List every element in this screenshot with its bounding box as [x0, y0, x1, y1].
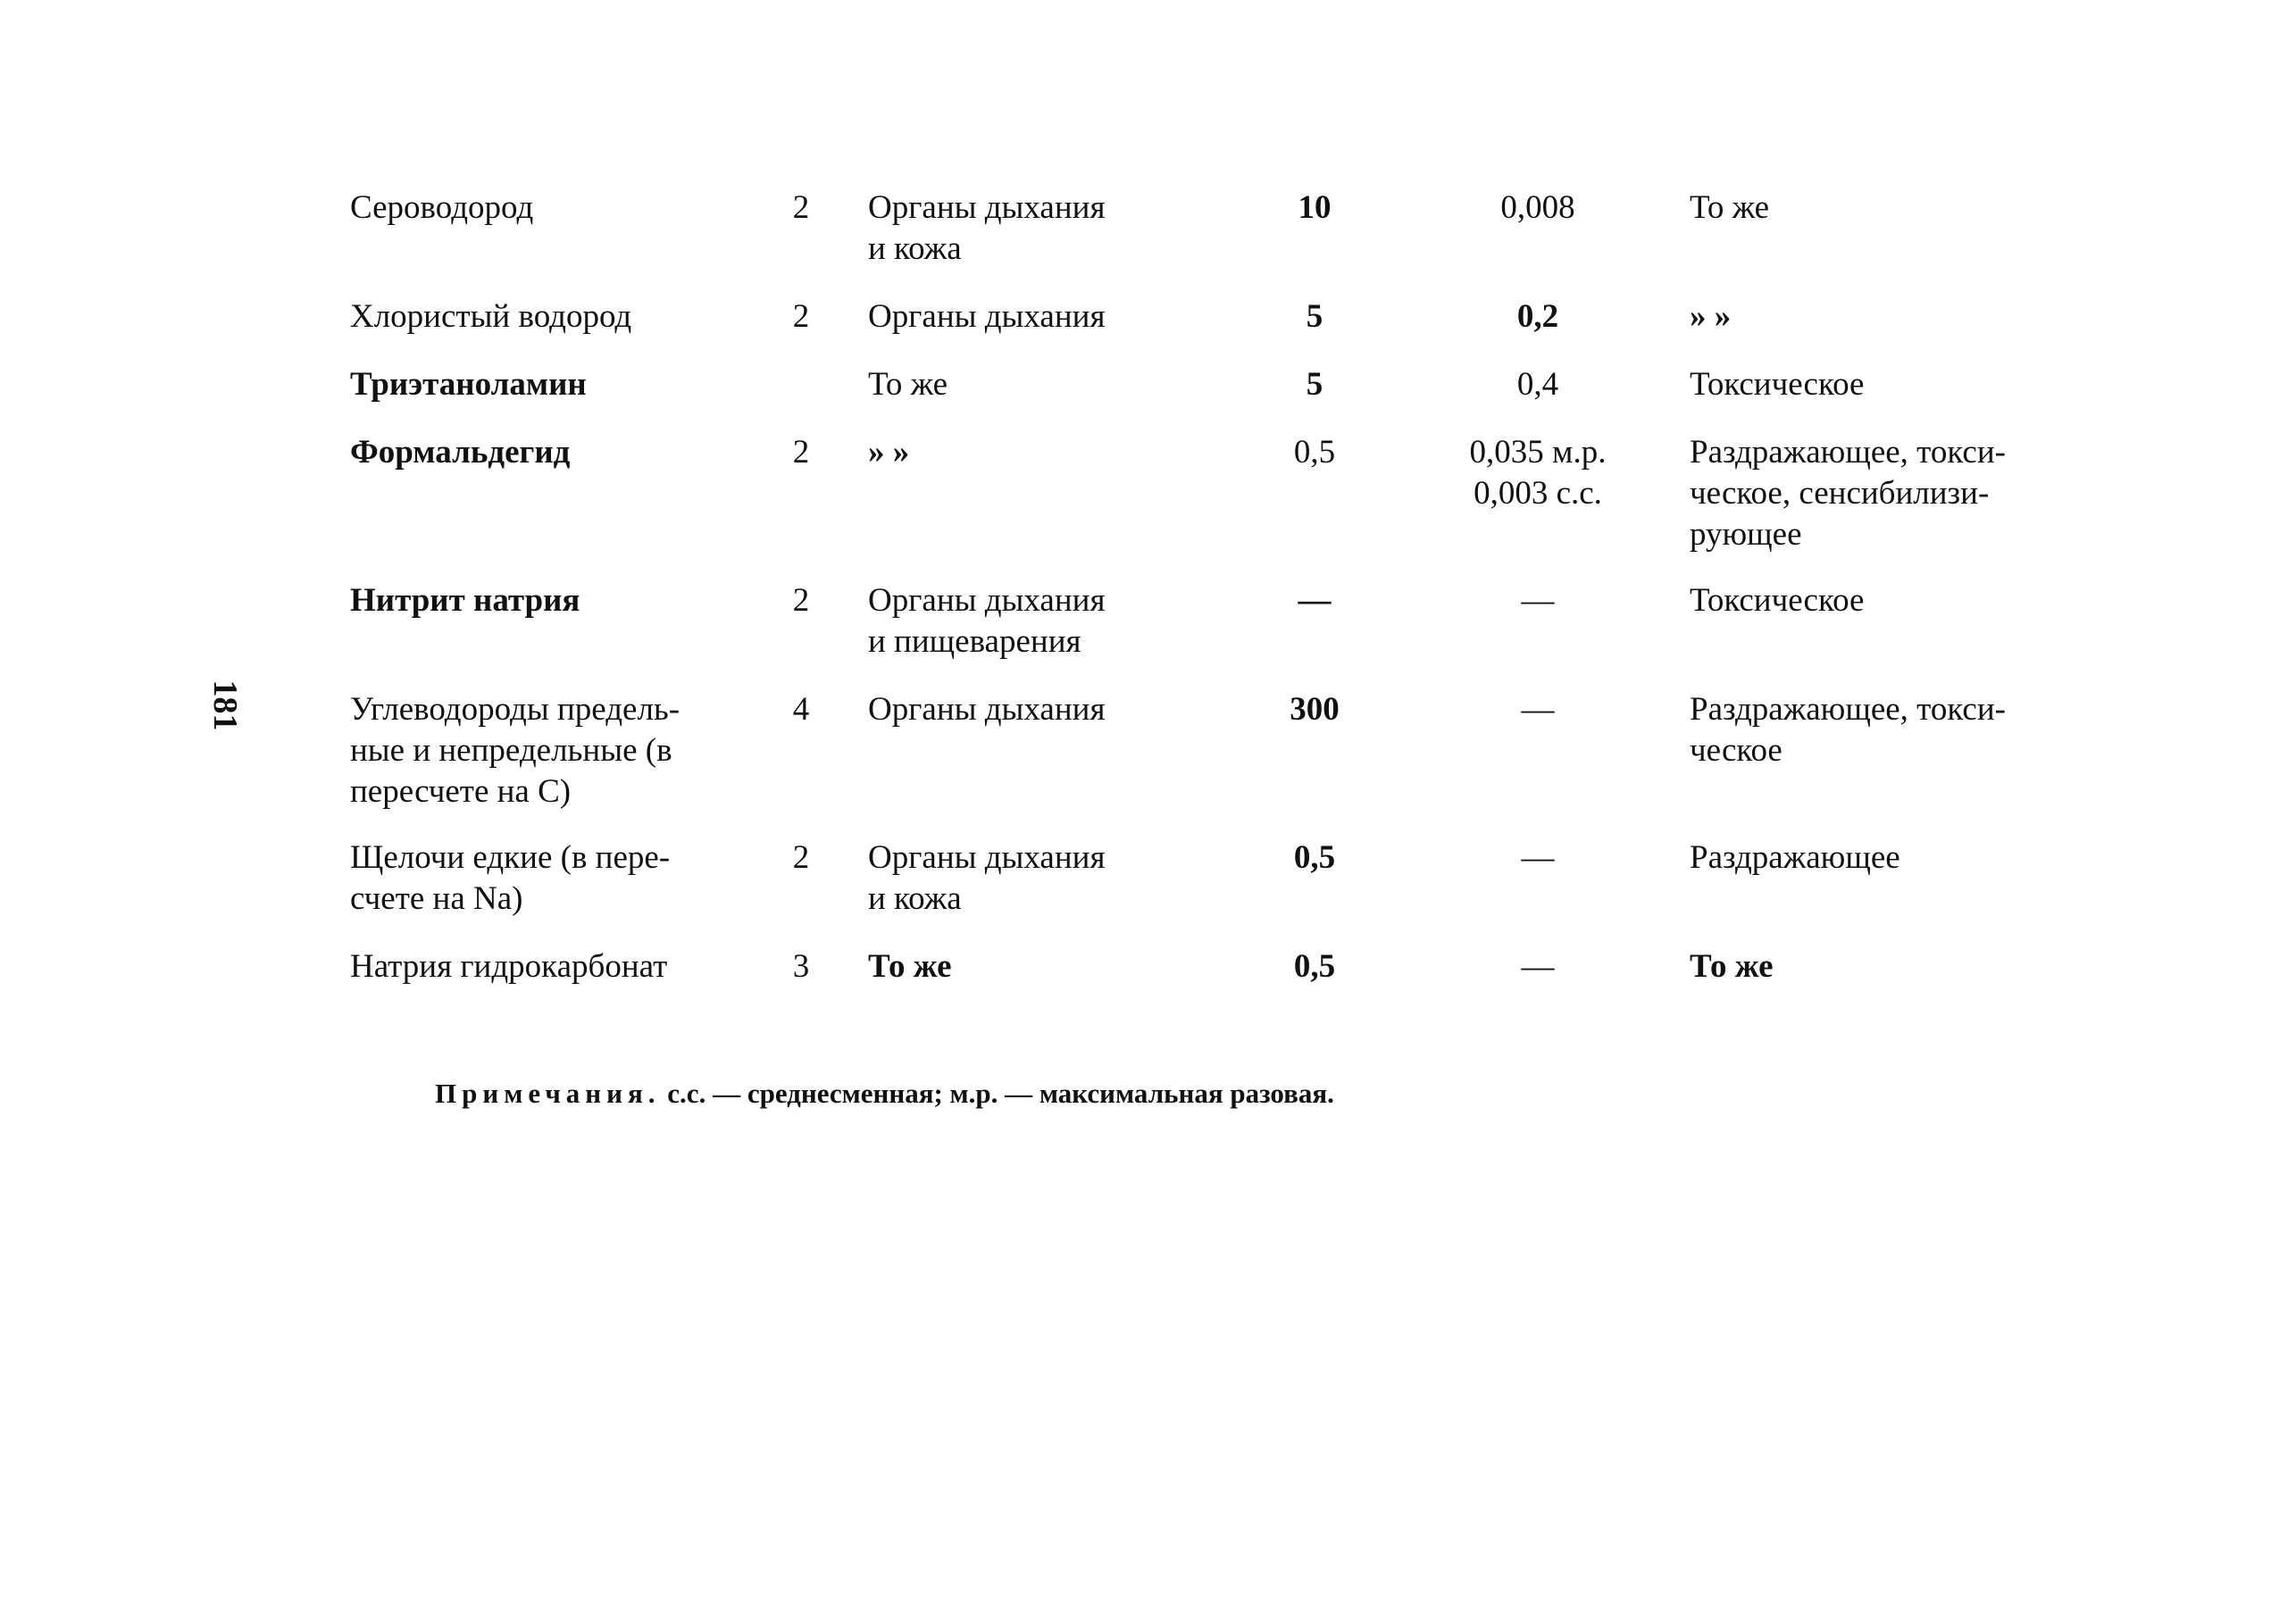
effect-type: » » — [1690, 298, 1732, 335]
hazard-class: 2 — [792, 298, 810, 335]
pdk-value: 10 — [1298, 189, 1332, 226]
pdk-value: 0,5 — [1293, 839, 1336, 876]
substance-name: Нитрит натрия — [350, 582, 580, 619]
hazard-class: 2 — [792, 189, 810, 226]
table-row — [350, 432, 2029, 555]
note-label: Примечания. — [435, 1078, 661, 1109]
affected-organs: Органы дыхания — [868, 298, 1106, 335]
hazard-class: 2 — [792, 434, 810, 471]
avg-concentration: — — [1521, 582, 1555, 619]
hazard-class: 3 — [792, 948, 810, 985]
affected-organs: » » — [868, 434, 910, 471]
hazard-class: 4 — [792, 691, 810, 728]
avg-concentration: — — [1521, 691, 1555, 728]
avg-concentration: 0,2 — [1516, 298, 1559, 335]
substance-name: Щелочи едкие (в пере- счете на Na) — [350, 839, 671, 917]
substance-name: Натрия гидрокарбонат — [350, 948, 668, 985]
affected-organs: Органы дыхания и пищеварения — [868, 582, 1106, 660]
hazard-class: 2 — [792, 582, 810, 619]
effect-type: Раздражающее, токси- ческое — [1690, 691, 2006, 769]
note-text: с.с. — среднесменная; м.р. — максимальная разовая. — [667, 1078, 1334, 1109]
substance-name: Углеводороды предель- ные и непредельные (в пересчете на С) — [350, 691, 680, 810]
pdk-value: 5 — [1306, 298, 1323, 335]
effect-type: Токсическое — [1690, 366, 1865, 403]
substance-name: Хлористый водород — [350, 298, 632, 335]
table-note — [435, 1076, 1334, 1112]
substances-table — [350, 187, 2029, 987]
affected-organs: Органы дыхания — [868, 691, 1106, 728]
affected-organs: То же — [868, 366, 948, 403]
pdk-value: 0,5 — [1293, 948, 1336, 985]
table-row — [350, 580, 2029, 662]
table-row — [350, 689, 2029, 812]
table-row — [350, 296, 2029, 337]
page-number: 181 — [206, 679, 244, 731]
avg-concentration: 0,008 — [1500, 189, 1575, 226]
pdk-value: — — [1298, 582, 1332, 619]
substance-name: Формальдегид — [350, 434, 571, 471]
effect-type: Токсическое — [1690, 582, 1865, 619]
avg-concentration: — — [1521, 839, 1555, 876]
table-row — [350, 187, 2029, 270]
table-row — [350, 946, 2029, 987]
pdk-value: 0,5 — [1293, 434, 1336, 471]
pdk-value: 5 — [1306, 366, 1323, 403]
pdk-value: 300 — [1290, 691, 1340, 728]
hazard-class: 2 — [792, 839, 810, 876]
affected-organs: То же — [868, 948, 952, 985]
table-row — [350, 837, 2029, 920]
affected-organs: Органы дыхания и кожа — [868, 839, 1106, 917]
substance-name: Триэтаноламин — [350, 366, 587, 403]
affected-organs: Органы дыхания и кожа — [868, 189, 1106, 267]
substance-name: Сероводород — [350, 189, 534, 226]
effect-type: То же — [1690, 948, 1774, 985]
effect-type: Раздражающее, токси- ческое, сенсибилизи- рующее — [1690, 434, 2006, 553]
table-row — [350, 364, 2029, 405]
effect-type: Раздражающее — [1690, 839, 1900, 876]
avg-concentration: 0,035 м.р. 0,003 с.с. — [1469, 434, 1607, 512]
effect-type: То же — [1690, 189, 1770, 226]
avg-concentration: 0,4 — [1516, 366, 1559, 403]
avg-concentration: — — [1521, 948, 1555, 985]
